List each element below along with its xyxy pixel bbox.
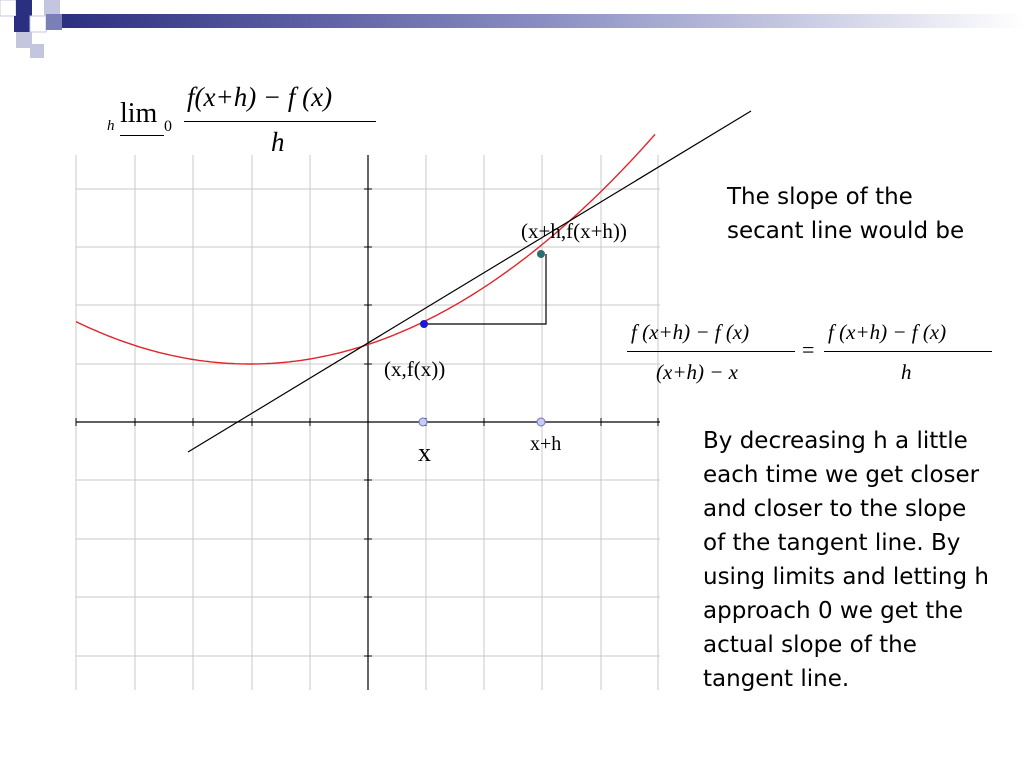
slope-left-denominator: (x+h) − x [656, 360, 738, 384]
slope-left-fraction-bar [627, 351, 795, 352]
function-curve [76, 134, 655, 364]
slope-equals-sign: = [802, 337, 815, 362]
slope-right-fraction-bar [824, 351, 992, 352]
limit-denominator: h [271, 127, 285, 157]
limit-approach-value: 0 [164, 118, 172, 135]
secant-description: The slope of the secant line would be [727, 184, 965, 244]
limit-numerator: f(x+h) − f (x) [187, 82, 333, 112]
slope-right-denominator: h [901, 360, 912, 384]
rise-run-triangle [424, 254, 546, 324]
point-xh-fxh [537, 250, 545, 258]
axis-point-xh [537, 418, 545, 426]
slope-right-numerator: f (x+h) − f (x) [828, 320, 947, 344]
explanation-text: By decreasing h a little each time we get closer and closer to the slope of the tangent line. By using limits and letting h approach 0 we get the actual slope of the tangent line. [703, 428, 989, 692]
slope-left-numerator: f (x+h) − f (x) [631, 320, 750, 344]
label-axis-xh: x+h [530, 433, 562, 455]
secant-line [188, 111, 751, 452]
label-axis-x: x [418, 438, 431, 467]
axis-point-x [419, 418, 427, 426]
limit-variable: h [107, 118, 115, 134]
label-point-x: (x,f(x)) [384, 357, 446, 381]
label-point-xh: (x+h,f(x+h)) [521, 219, 627, 243]
point-x-fx [420, 320, 428, 328]
limit-word: lim [120, 98, 158, 129]
